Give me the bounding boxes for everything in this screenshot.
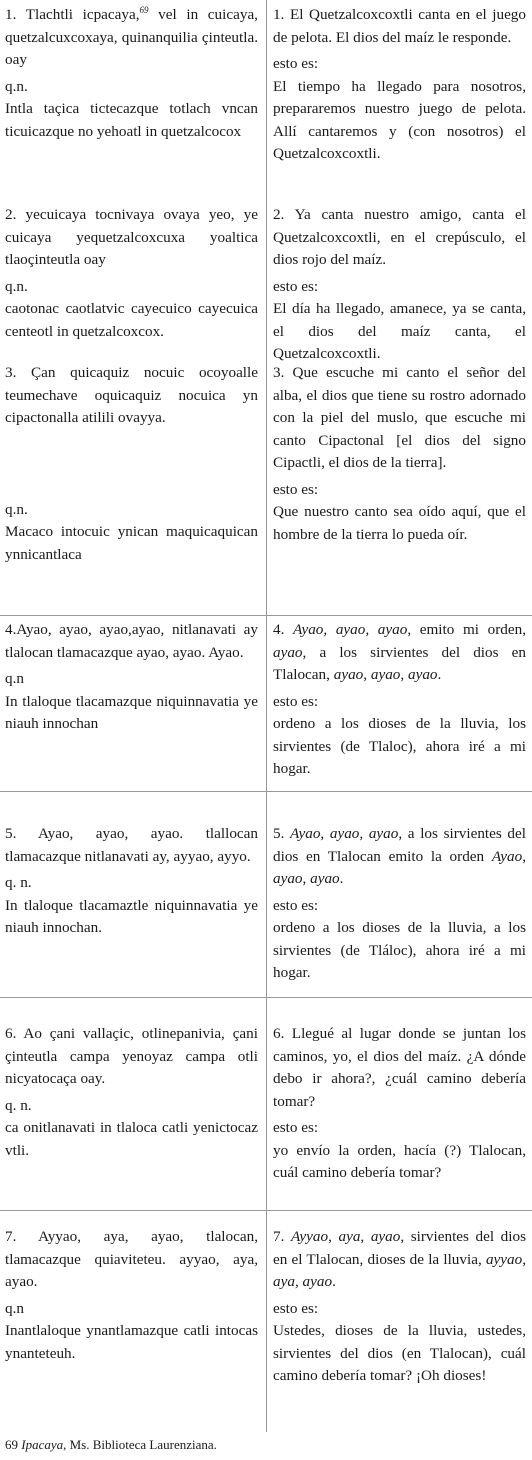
esto-es-label: esto es: [273, 277, 319, 295]
nahuatl-verse: 4.Ayao, ayao, ayao,ayao, nitlanavati ay tlalocan tlamacazque ayao, ayao. Ayao. [5, 621, 258, 661]
spanish-gloss: yo envío la orden, hacía (?) Tlalocan, cuál camino debería tomar? [273, 1141, 526, 1181]
footnote-number: 69 [5, 1437, 18, 1452]
nahuatl-stanza-7 [5, 1226, 258, 1365]
esto-es-label: esto es: [273, 55, 319, 72]
row-divider [0, 997, 532, 998]
esto-es-label: esto es: [273, 896, 319, 914]
qn-label: q. n. [5, 874, 32, 891]
nahuatl-stanza-5 [5, 823, 258, 940]
row-divider [0, 791, 532, 792]
esto-es-label: esto es: [273, 1299, 319, 1317]
nahuatl-verse: 6. Ao çani vallaçic, otlinepanivia, çani çinteutla campa yenoyaz campa otli nicyatocaça oay. [5, 1025, 258, 1087]
footnote-text: , Ms. Biblioteca Laurenziana. [63, 1437, 217, 1452]
footnote-source-title: Ipacaya [21, 1437, 64, 1452]
spanish-gloss: El tiempo ha llegado para nosotros, prepararemos nuestro juego de pelota. Allí cantaremos y (con nosotros) el Quetzalcoxcoxtli. [273, 77, 526, 162]
nahuatl-verse: 7. Ayyao, aya, ayao, tlalocan, tlamacazque quiaviteteu. ayyao, aya, ayao. [5, 1228, 258, 1290]
row-divider [0, 615, 532, 616]
qn-label: q.n [5, 670, 24, 687]
spanish-gloss: Que nuestro canto sea oído aquí, que el hombre de la tierra lo pueda oír. [273, 503, 526, 543]
spanish-stanza-7 [273, 1226, 526, 1388]
nahuatl-verse: 2. yecuicaya tocnivaya ovaya yeo, ye cuicaya yequetzalcoxcuxa yoaltica tlaoçinteutla oay [5, 206, 258, 268]
spanish-stanza-4 [273, 619, 526, 781]
nahuatl-stanza-2 [5, 204, 258, 343]
nahuatl-gloss: caotonac caotlatvic cayecuico cayecuica centeotl in quetzalcoxcox. [5, 300, 258, 340]
qn-label: q. n. [5, 1096, 32, 1114]
footnote-ref[interactable]: 69 [139, 5, 149, 15]
nahuatl-stanza-6 [5, 1023, 258, 1162]
spanish-stanza-6 [273, 1023, 526, 1185]
qn-label: q.n. [5, 500, 28, 518]
nahuatl-gloss: Intla taçica tictecazque totlach vncan ticuicazque no yehoatl in quetzalcocox [5, 100, 258, 140]
qn-label: q.n. [5, 77, 28, 95]
spanish-verse: 4. Ayao, ayao, ayao, emito mi orden, ayao, a los sirvientes del dios en Tlalocan, ayao, ayao, ayao. [273, 621, 527, 683]
spanish-verse: 2. Ya canta nuestro amigo, canta el Quetzalcoxcoxtli, en el crepúsculo, el dios rojo del maíz. [273, 206, 526, 268]
spanish-stanza-5 [273, 823, 526, 985]
esto-es-label: esto es: [273, 692, 319, 710]
nahuatl-stanza-3 [5, 362, 258, 566]
column-divider [266, 0, 267, 1432]
nahuatl-gloss: In tlaloque tlacamaztle niquinnavatia ye niauh innochan. [5, 896, 258, 936]
spanish-gloss: El día ha llegado, amanece, ya se canta, el dios del maíz canta, el Quetzalcoxcoxtli. [273, 300, 526, 362]
qn-label: q.n. [5, 277, 28, 295]
nahuatl-verse: 5. Ayao, ayao, ayao. tlallocan tlamacazque nitlanavati ay, ayyao, ayyo. [5, 825, 258, 865]
nahuatl-stanza-4 [5, 619, 258, 736]
row-divider [0, 1210, 532, 1211]
esto-es-label: esto es: [273, 480, 319, 498]
esto-es-label: esto es: [273, 1119, 319, 1136]
qn-label: q.n [5, 1299, 24, 1317]
spanish-verse: 1. El Quetzalcoxcoxtli canta en el juego de pelota. El dios del maíz le responde. [273, 6, 526, 46]
spanish-verse: 6. Llegué al lugar donde se juntan los caminos, yo, el dios del maíz. ¿A dónde debo ir ahora?, ¿cuál camino debería tomar? [273, 1025, 526, 1110]
spanish-stanza-1 [273, 4, 526, 166]
nahuatl-stanza-1 [5, 4, 258, 143]
nahuatl-gloss: ca onitlanavati in tlaloca catli yenictocaz vtli. [5, 1119, 258, 1159]
spanish-gloss: ordeno a los dioses de la lluvia, los sirvientes (de Tlaloc), ahora iré a mi hogar. [273, 715, 526, 777]
spanish-gloss: ordeno a los dioses de la lluvia, a los sirvientes (de Tláloc), ahora iré a mi hogar. [273, 919, 526, 981]
nahuatl-gloss: In tlaloque tlacamazque niquinnavatia ye niauh innochan [5, 692, 258, 732]
nahuatl-verse: 1. Tlachtli icpacaya,$^{69}$ vel in cuicaya, quetzalcuxcoxaya, quinanquilia çinteutla. oay [5, 5, 258, 68]
spanish-gloss: Ustedes, dioses de la lluvia, ustedes, sirvientes del dios (en Tlalocan), cuál camino debería tomar? ¡Oh dioses! [273, 1322, 526, 1384]
spanish-verse: 3. Que escuche mi canto el señor del alba, el dios que tiene su rostro adornado con la piel del muslo, que escuche mi canto Cipactonal [el dios del signo Cipactli, el dios de la tierra]. [273, 364, 526, 471]
spanish-stanza-3 [273, 362, 526, 546]
spanish-verse: 5. Ayao, ayao, ayao, a los sirvientes del dios en Tlalocan emito la orden Ayao, ayao, ayao. [273, 825, 526, 887]
spanish-stanza-2 [273, 204, 526, 366]
footnote [5, 1436, 217, 1454]
nahuatl-verse: 3. Çan quicaquiz nocuic ocoyoalle teumechave oquicaquiz nocuica yn cipactonalla atilili ovayya. [5, 364, 258, 426]
nahuatl-gloss: Inantlaloque ynantlamazque catli intocas ynanteteuh. [5, 1322, 258, 1362]
nahuatl-gloss: Macaco intocuic ynican maquicaquican ynnicantlaca [5, 523, 258, 563]
spanish-verse: 7. Ayyao, aya, ayao, sirvientes del dios en el Tlalocan, dioses de la lluvia, ayyao, aya, ayao. [273, 1228, 526, 1290]
